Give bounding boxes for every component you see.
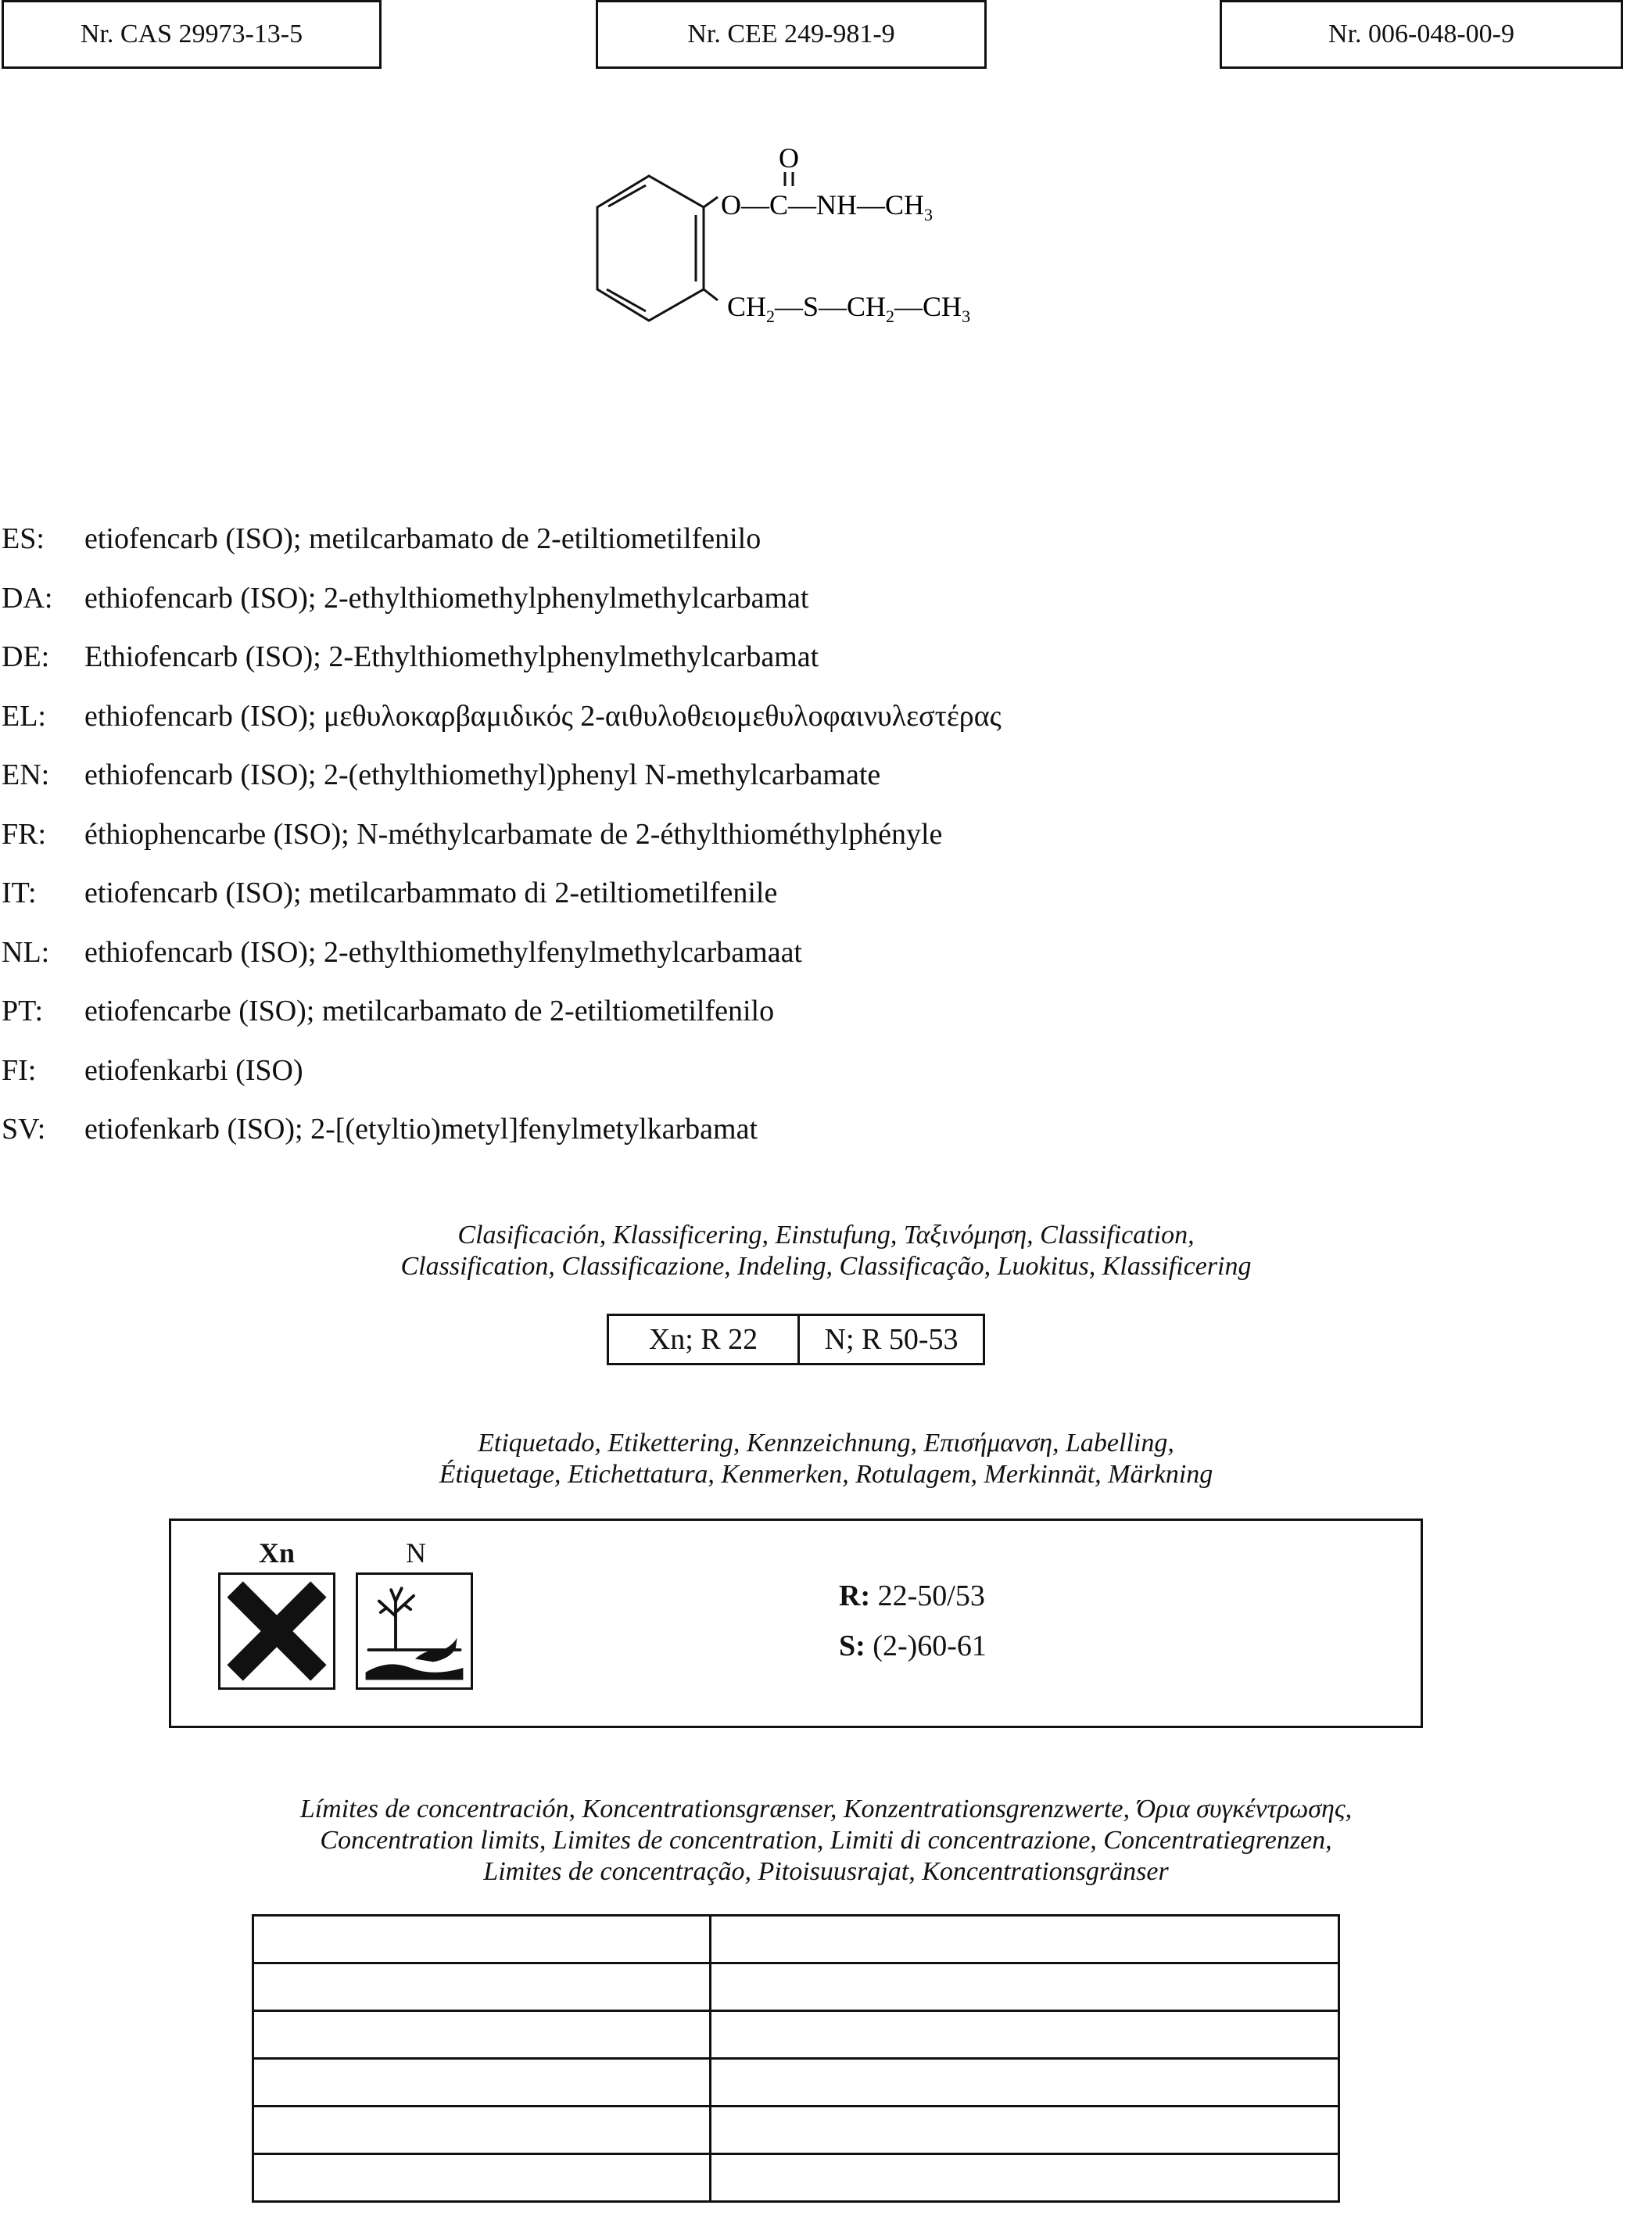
language-code: SV: — [2, 1113, 46, 1146]
risk-phrases-key: R: — [839, 1580, 871, 1612]
substance-name: ethiofencarb (ISO); 2-ethylthiomethylfenylmethylcarbamaat — [84, 935, 802, 969]
table-row — [253, 2107, 1339, 2154]
classification-heading — [0, 1220, 1652, 1282]
cee-number-box — [596, 0, 987, 69]
substance-name: etiofencarb (ISO); metilcarbammato di 2-etiltiometilfenile — [84, 877, 778, 909]
language-code: DA: — [2, 581, 53, 615]
labelling-heading-line-1: Etiquetado, Etikettering, Kennzeichnung, Επισήμανση, Labelling, — [478, 1429, 1174, 1458]
symbol-xn-letter: Xn — [259, 1537, 296, 1569]
index-number: Nr. 006-048-00-9 — [1328, 20, 1514, 48]
harmful-cross-icon — [218, 1572, 335, 1690]
ester-chain — [721, 189, 933, 224]
classification-heading-line-2: Classification, Classificazione, Indeling, Classificação, Luokitus, Klassificering — [400, 1252, 1252, 1281]
table-cell — [711, 2154, 1339, 2202]
concentration-heading-line-2: Concentration limits, Limites de concentration, Limiti di concentrazione, Concentratiegrenzen, — [320, 1826, 1332, 1855]
substance-name: ethiofencarb (ISO); 2-(ethylthiomethyl)phenyl N-methylcarbamate — [84, 758, 881, 791]
language-code: IT: — [2, 877, 37, 909]
table-cell — [253, 2154, 711, 2202]
symbol-n-letter: N — [406, 1537, 426, 1569]
table-row — [253, 1963, 1339, 2011]
concentration-limits-table — [252, 1914, 1340, 2216]
classification-heading-line-1: Clasificación, Klassificering, Einstufung, Ταξινόμηση, Classification, — [457, 1221, 1195, 1250]
labelling-heading — [0, 1428, 1652, 1490]
language-code: DE: — [2, 640, 50, 673]
substance-name: éthiophencarbe (ISO); N-méthylcarbamate de 2-éthylthiométhylphényle — [84, 817, 943, 851]
language-code: PT: — [2, 995, 44, 1027]
table-cell — [711, 2059, 1339, 2107]
table-cell — [711, 2011, 1339, 2059]
language-code: NL: — [2, 935, 50, 969]
table-cell — [253, 2059, 711, 2107]
language-code: EN: — [2, 758, 50, 791]
safety-phrases-key: S: — [839, 1630, 865, 1662]
risk-phrases-value: 22-50/53 — [877, 1580, 985, 1612]
table-cell — [711, 1963, 1339, 2011]
safety-phrases-value: (2-)60-61 — [873, 1630, 987, 1662]
risk-phrases — [839, 1579, 985, 1613]
table-cell — [253, 1916, 711, 1963]
side-chain — [727, 291, 970, 326]
table-cell — [711, 2107, 1339, 2154]
substance-name: ethiofencarb (ISO); 2-ethylthiomethylphenylmethylcarbamat — [84, 581, 809, 615]
ester-chain-text: O—C—NH—CH — [721, 189, 925, 221]
side-chain-segment: CH — [727, 291, 767, 322]
table-cell — [253, 1963, 711, 2011]
table-row — [253, 2011, 1339, 2059]
cas-number-box — [2, 0, 382, 69]
classification-n-cell: N; R 50-53 — [824, 1323, 959, 1356]
table-cell — [253, 2107, 711, 2154]
cas-number: Nr. CAS 29973-13-5 — [80, 20, 303, 48]
table-cell — [253, 2011, 711, 2059]
concentration-heading-line-3: Limites de concentração, Pitoisuusrajat, Koncentrationsgränser — [483, 1857, 1169, 1886]
side-chain-subscript: 2 — [886, 307, 895, 326]
labelling-heading-line-2: Étiquetage, Etichettatura, Kenmerken, Rotulagem, Merkinnät, Märkning — [439, 1460, 1213, 1489]
classification-table — [607, 1314, 985, 1365]
table-row — [253, 2154, 1339, 2202]
substance-name: Ethiofencarb (ISO); 2-Ethylthiomethylphenylmethylcarbamat — [84, 640, 819, 673]
substance-name: etiofencarbe (ISO); metilcarbamato de 2-etiltiometilfenilo — [84, 995, 775, 1027]
safety-phrases — [839, 1629, 987, 1663]
carbonyl-oxygen: O — [779, 142, 799, 174]
structural-formula — [594, 133, 1032, 344]
table-row — [253, 2059, 1339, 2107]
concentration-heading — [0, 1794, 1652, 1888]
concentration-heading-line-1: Límites de concentración, Koncentrationsgrænser, Konzentrationsgrenzwerte, Όρια συγκέντρωσης, — [299, 1795, 1353, 1823]
substance-name: etiofenkarb (ISO); 2-[(etyltio)metyl]fenylmetylkarbamat — [84, 1113, 758, 1146]
labelling-box — [169, 1519, 1423, 1728]
side-chain-subscript: 3 — [962, 307, 971, 326]
classification-xn-cell: Xn; R 22 — [609, 1316, 800, 1363]
language-code: ES: — [2, 522, 45, 555]
index-number-box — [1220, 0, 1623, 69]
table-cell — [711, 1916, 1339, 1963]
substance-name: etiofencarb (ISO); metilcarbamato de 2-etiltiometilfenilo — [84, 522, 761, 555]
dangerous-for-environment-icon — [356, 1572, 473, 1690]
side-chain-segment: —S—CH — [775, 291, 887, 322]
side-chain-subscript: 2 — [766, 307, 776, 326]
language-code: EL: — [2, 699, 46, 733]
ester-subscript: 3 — [924, 205, 934, 224]
language-code: FI: — [2, 1053, 37, 1087]
substance-name: ethiofencarb (ISO); μεθυλοκαρβαμιδικός 2-αιθυλοθειομεθυλοφαινυλεστέρας — [84, 699, 1002, 733]
table-row — [253, 1916, 1339, 1963]
side-chain-segment: —CH — [894, 291, 962, 322]
cee-number: Nr. CEE 249-981-9 — [687, 20, 895, 48]
substance-name: etiofenkarbi (ISO) — [84, 1053, 303, 1087]
language-code: FR: — [2, 817, 47, 851]
